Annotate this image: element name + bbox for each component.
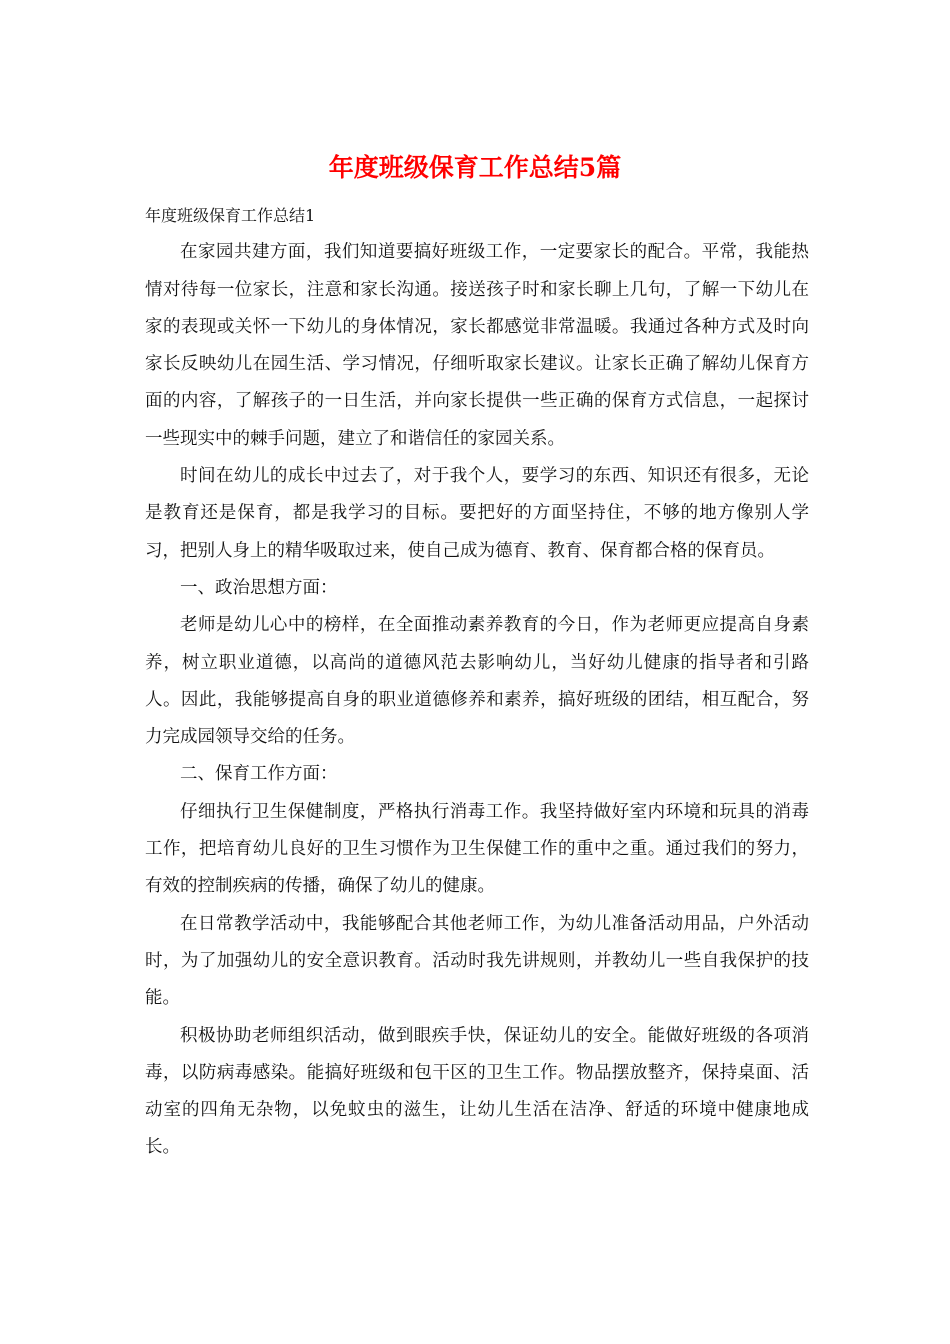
paragraph-daily-activities: 在日常教学活动中，我能够配合其他老师工作，为幼儿准备活动用品，户外活动时，为了加强幼儿的安全意识教育。活动时我先讲规则，并教幼儿一些自我保护的技能。 bbox=[145, 913, 809, 1009]
paragraph-home-cooperation: 在家园共建方面，我们知道要搞好班级工作，一定要家长的配合。平常，我能热情对待每一位家长，注意和家长沟通。接送孩子时和家长聊上几句，了解一下幼儿在家的表现或关怀一下幼儿的身体情况，家长都感觉非常温暖。我通过各种方式及时向家长反映幼儿在园生活、学习情况，仔细听取家长建议。让家长正确了解幼儿保育方面的内容，了解孩子的一日生活，并向家长提供一些正确的保育方式信息，一起探讨一些现实中的棘手问题，建立了和谐信任的家园关系。 bbox=[145, 242, 809, 449]
paragraph-personal-growth: 时间在幼儿的成长中过去了，对于我个人，要学习的东西、知识还有很多，无论是教育还是保育，都是我学习的目标。要把好的方面坚持住，不够的地方像别人学习，把别人身上的精华吸取过来，使自己成为德育、教育、保育都合格的保育员。 bbox=[145, 466, 809, 561]
paragraph-safety-cleaning: 积极协助老师组织活动，做到眼疾手快，保证幼儿的安全。能做好班级的各项消毒，以防病毒感染。能搞好班级和包干区的卫生工作。物品摆放整齐，保持桌面、活动室的四角无杂物，以免蚊虫的滋生，让幼儿生活在洁净、舒适的环境中健康地成长。 bbox=[145, 1025, 809, 1158]
heading-political-thought: 一、政治思想方面： bbox=[180, 577, 338, 598]
paragraph-hygiene-disinfection: 仔细执行卫生保健制度，严格执行消毒工作。我坚持做好室内环境和玩具的消毒工作，把培育幼儿良好的卫生习惯作为卫生保健工作的重中之重。通过我们的努力，有效的控制疾病的传播，确保了幼儿的健康。 bbox=[145, 801, 809, 897]
heading-care-work: 二、保育工作方面： bbox=[180, 764, 338, 785]
document-title: 年度班级保育工作总结5篇 bbox=[328, 153, 622, 182]
document-body bbox=[145, 197, 809, 1167]
paragraph-teacher-role-model: 老师是幼儿心中的榜样，在全面推动素养教育的今日，作为老师更应提高自身素养，树立职业道德，以高尚的道德风范去影响幼儿，当好幼儿健康的指导者和引路人。因此，我能够提高自身的职业道德修养和素养，搞好班级的团结，相互配合，努力完成园领导交给的任务。 bbox=[145, 615, 809, 748]
section-subtitle: 年度班级保育工作总结1 bbox=[145, 206, 316, 225]
